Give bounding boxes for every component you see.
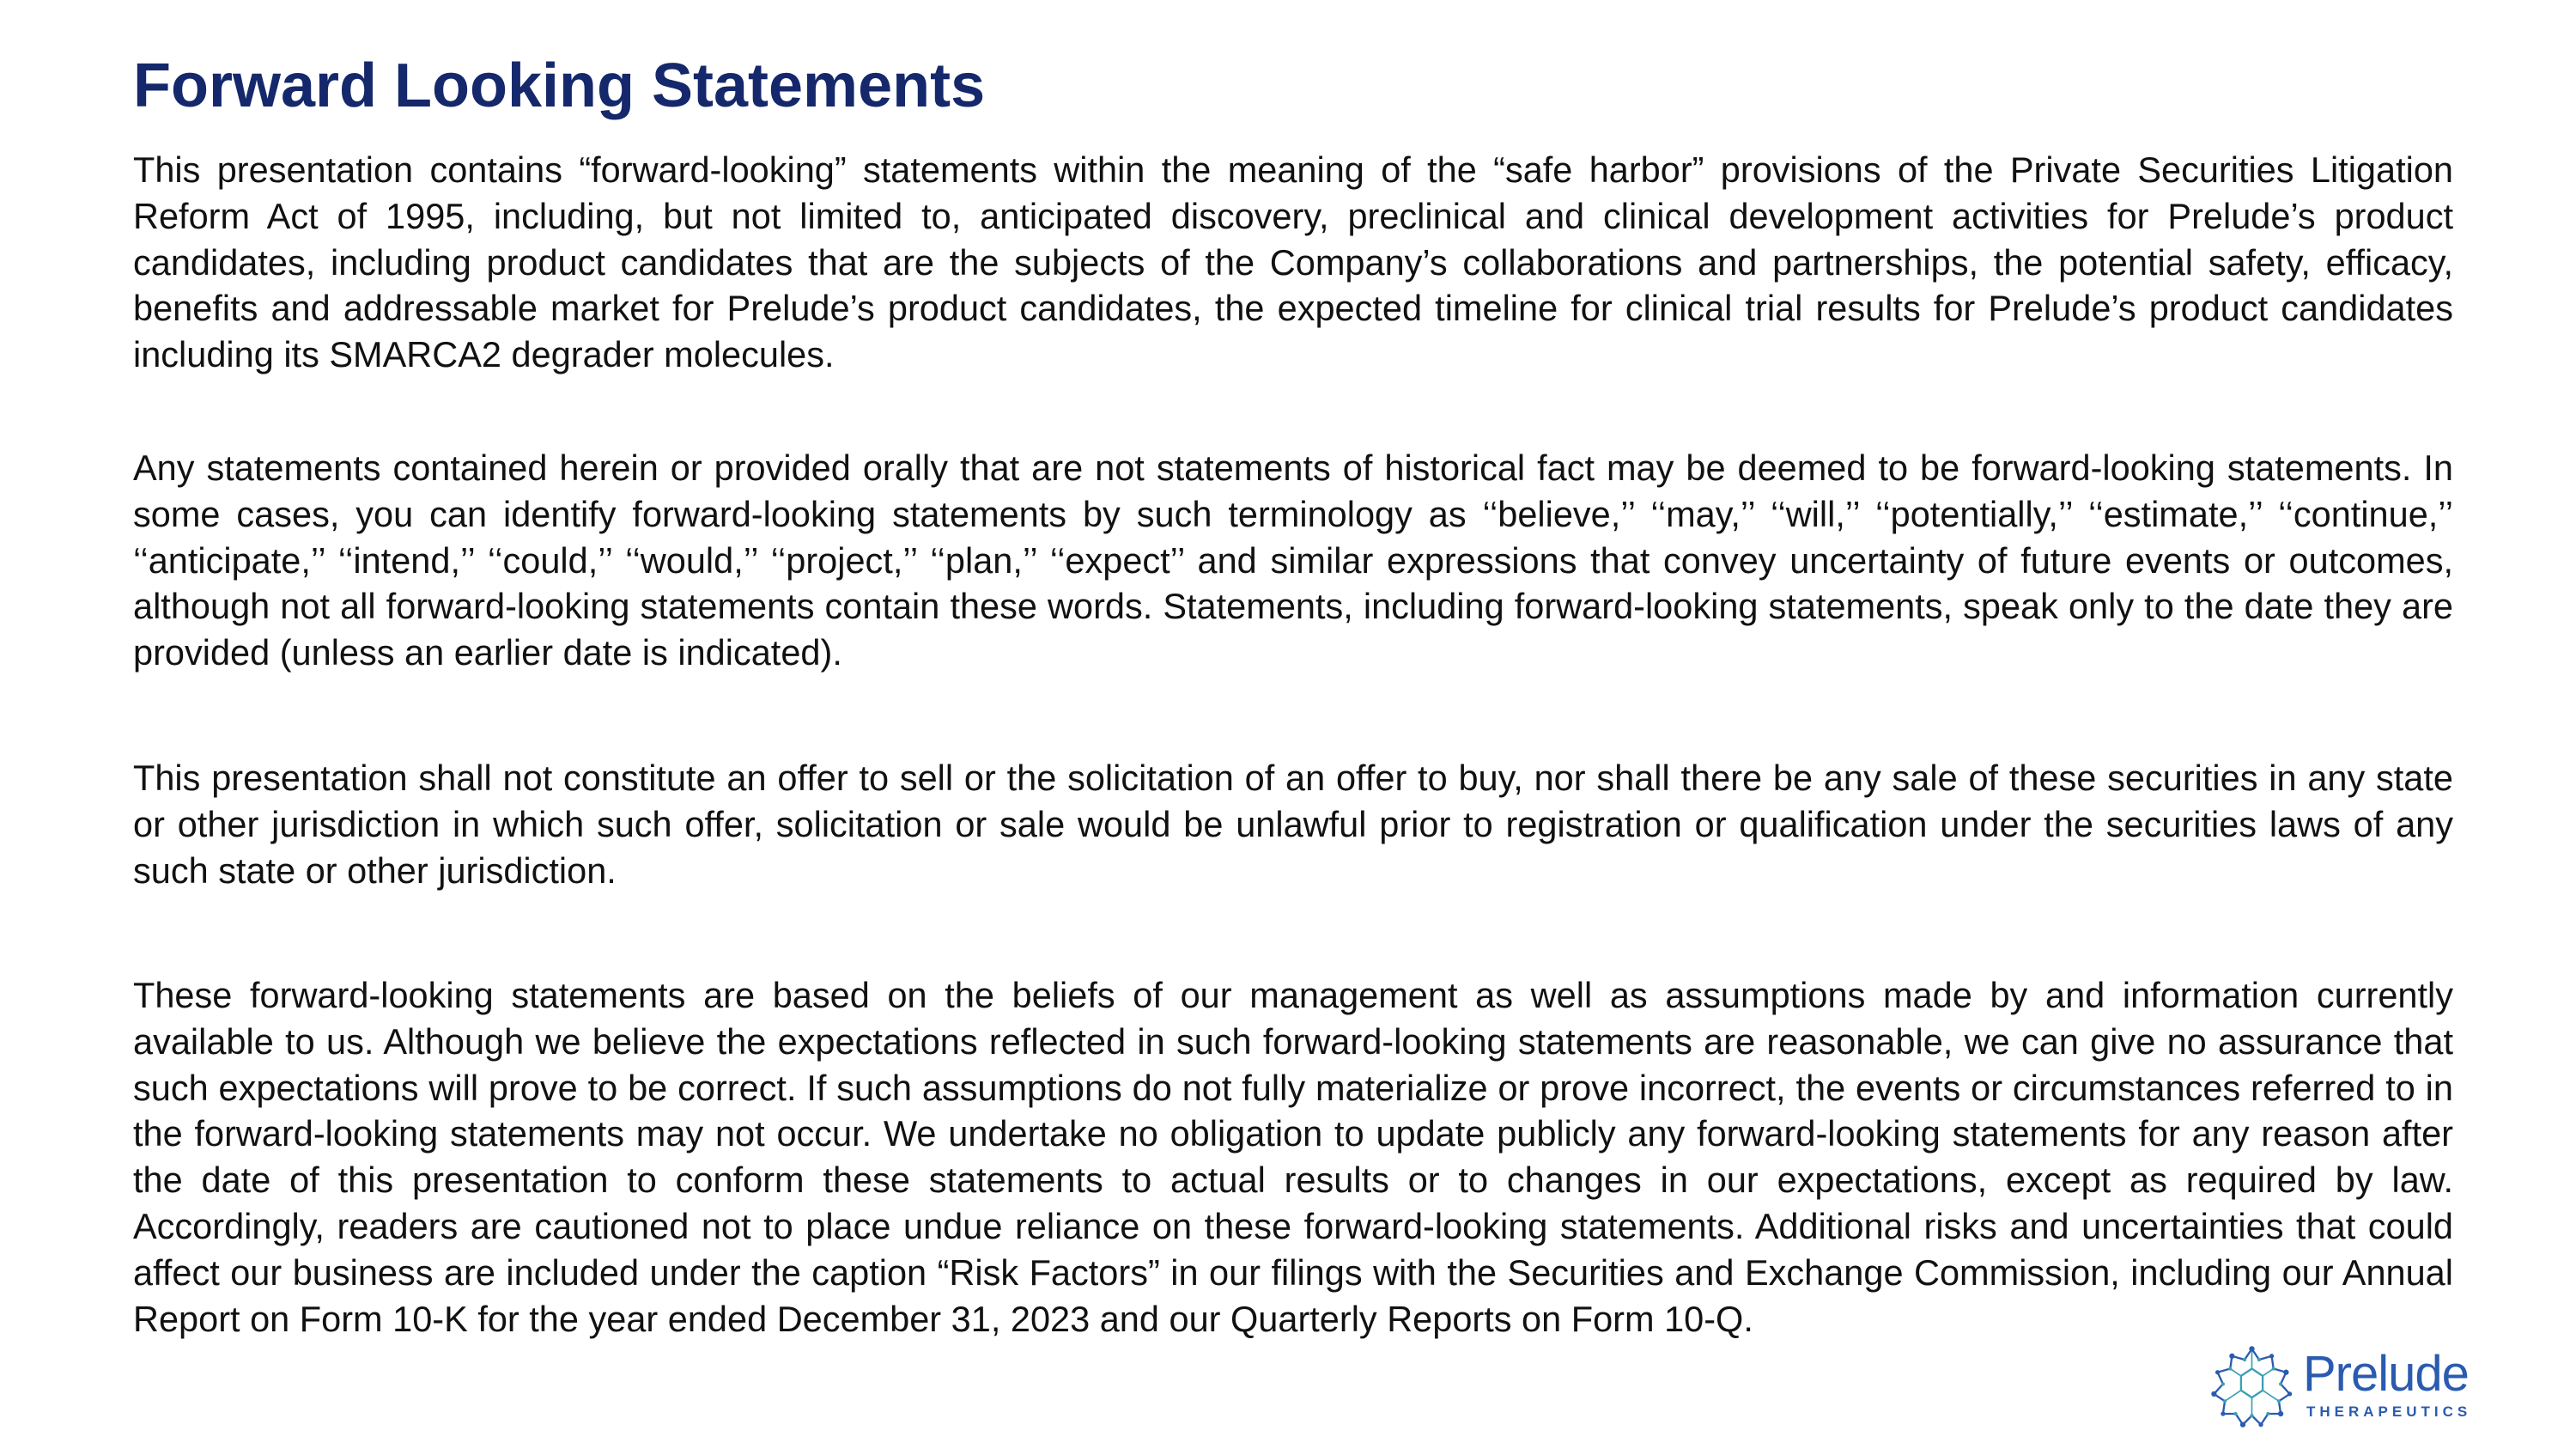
paragraph-no-offer: This presentation shall not constitute an offer to sell or the solicitation of an offer to buy, nor shall there be any sale of these securities in any state or other jurisdiction in which such offer, solicitation or sale would be unlawful prior to registration or qualification under the securities laws of any such state or other jurisdiction. — [133, 758, 2453, 891]
paragraph-terminology: Any statements contained herein or provided orally that are not statements of historical fact may be deemed to be forward-looking statements. In some cases, you can identify forward-looking statements by such terminology as ‘‘believe,’’ ‘‘may,’’ ‘‘will,’’ ‘‘potentially,’’ ‘‘estimate,’’ ‘‘continue,’’ ‘‘anticipate,’’ ‘‘intend,’’ ‘‘could,’’ ‘‘would,’’ ‘‘project,’’ ‘‘plan,’’ ‘‘expect’’ and similar expressions that convey uncertainty of future events or outcomes, although not all forward-looking statements contain these words. Statements, including forward-looking statements, speak only to the date they are provided (unless an earlier date is indicated). — [133, 447, 2453, 673]
paragraph-beliefs-risks: These forward-looking statements are based on the beliefs of our management as well as assumptions made by and information currently available to us. Although we believe the expectations reflected in such forward-looking statements are reasonable, we can give no assurance that such expectations will prove to be correct. If such assumptions do not fully materialize or prove incorrect, the events or circumstances referred to in the forward-looking statements may not occur. We undertake no obligation to update publicly any forward-looking statements for any reason after the date of this presentation to conform these statements to actual results or to changes in our expectations, except as required by law. Accordingly, readers are cautioned not to place undue reliance on these forward-looking statements. Additional risks and uncertainties that could affect our business are included under the caption “Risk Factors” in our filings with the Securities and Exchange Commission, including our Annual Report on Form 10-K for the year ended December 31, 2023 and our Quarterly Reports on Form 10-Q. — [133, 975, 2453, 1339]
logo-wordmark: Prelude — [2303, 1346, 2469, 1402]
prelude-logo — [2207, 1340, 2482, 1434]
prelude-molecule-icon — [2207, 1342, 2297, 1432]
page-title: Forward Looking Statements — [133, 52, 986, 120]
logo-tagline: THERAPEUTICS — [2306, 1403, 2472, 1420]
paragraph-safe-harbor: This presentation contains “forward-looking” statements within the meaning of the “safe harbor” provisions of the Private Securities Litigation Reform Act of 1995, including, but not limited to, anticipated discovery, preclinical and clinical development activities for Prelude’s product candidates, including product candidates that are the subjects of the Company’s collaborations and partnerships, the potential safety, efficacy, benefits and addressable market for Prelude’s product candidates, the expected timeline for clinical trial results for Prelude’s product candidates including its SMARCA2 degrader molecules. — [133, 149, 2453, 375]
